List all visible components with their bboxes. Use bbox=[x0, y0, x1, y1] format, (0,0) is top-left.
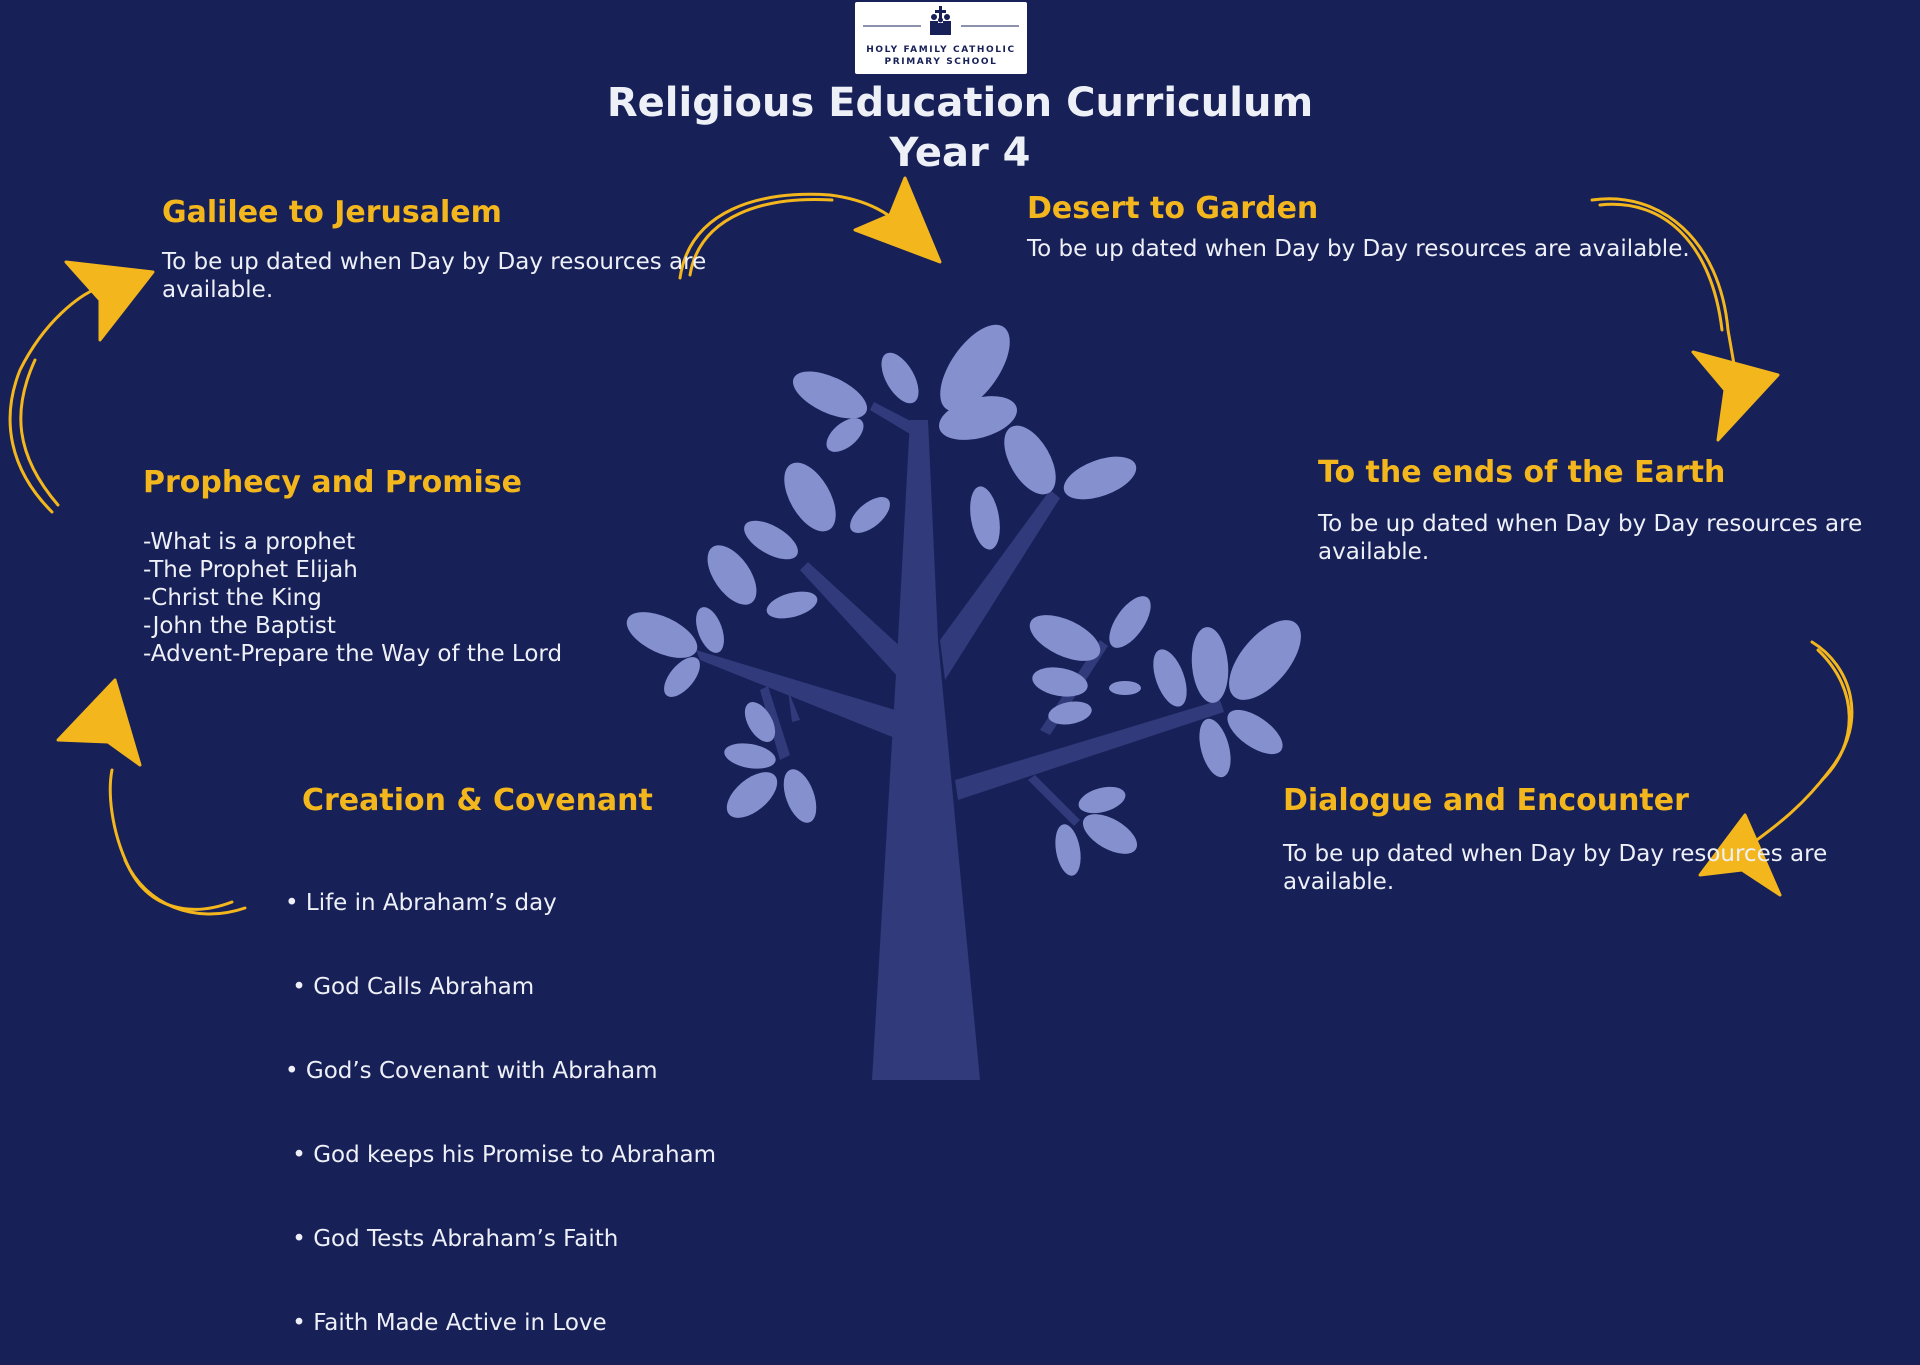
text-dialogue-and-encounter bbox=[1283, 840, 1827, 896]
heading-desert-to-garden: Desert to Garden bbox=[1027, 191, 1319, 226]
list-item: -Advent-Prepare the Way of the Lord bbox=[143, 641, 563, 667]
list-item: • God’s Covenant with Abraham bbox=[285, 1058, 658, 1084]
school-name-line2: PRIMARY SCHOOL bbox=[884, 57, 998, 67]
school-name-line1: HOLY FAMILY CATHOLIC bbox=[866, 45, 1016, 55]
text-galilee-line2: available. bbox=[162, 277, 274, 303]
list-item: -The Prophet Elijah bbox=[143, 557, 358, 583]
text-desert-to-garden: To be up dated when Day by Day resources are available. bbox=[1027, 236, 1690, 262]
heading-prophecy-and-promise: Prophecy and Promise bbox=[143, 465, 523, 500]
list-item: • God Calls Abraham bbox=[285, 974, 535, 1000]
text-galilee-line1: To be up dated when Day by Day resources are bbox=[162, 249, 707, 275]
text-ends-line2: available. bbox=[1318, 539, 1430, 565]
list-item: -Christ the King bbox=[143, 585, 322, 611]
arrow-right-icon bbox=[1750, 642, 1852, 845]
list-item: • Life in Abraham’s day bbox=[285, 890, 557, 916]
text-ends-line1: To be up dated when Day by Day resources are bbox=[1318, 511, 1863, 537]
list-creation-and-covenant bbox=[285, 833, 716, 1365]
list-item: -What is a prophet bbox=[143, 529, 356, 555]
list-item: • Faith Made Active in Love bbox=[285, 1310, 607, 1336]
arrow-top-right-icon bbox=[1592, 199, 1735, 370]
text-dialogue-line2: available. bbox=[1283, 869, 1395, 895]
text-to-the-ends-of-the-earth bbox=[1318, 510, 1862, 566]
list-item: • God Tests Abraham’s Faith bbox=[285, 1226, 619, 1252]
heading-to-the-ends-of-the-earth: To the ends of the Earth bbox=[1318, 455, 1726, 490]
heading-dialogue-and-encounter: Dialogue and Encounter bbox=[1283, 783, 1689, 818]
arrow-left-icon bbox=[10, 288, 98, 512]
list-item: -John the Baptist bbox=[143, 613, 336, 639]
text-galilee-to-jerusalem bbox=[162, 248, 706, 304]
list-item: • God keeps his Promise to Abraham bbox=[285, 1142, 717, 1168]
arrow-bottom-left-icon bbox=[110, 770, 245, 914]
school-logo bbox=[855, 2, 1027, 74]
school-name bbox=[855, 44, 1027, 68]
page-title: Religious Education Curriculum bbox=[606, 80, 1314, 126]
text-dialogue-line1: To be up dated when Day by Day resources are bbox=[1283, 841, 1828, 867]
page-subtitle-year: Year 4 bbox=[889, 130, 1031, 176]
list-prophecy-and-promise bbox=[143, 528, 562, 668]
heading-creation-and-covenant: Creation & Covenant bbox=[302, 783, 653, 818]
heading-galilee-to-jerusalem: Galilee to Jerusalem bbox=[162, 195, 502, 230]
